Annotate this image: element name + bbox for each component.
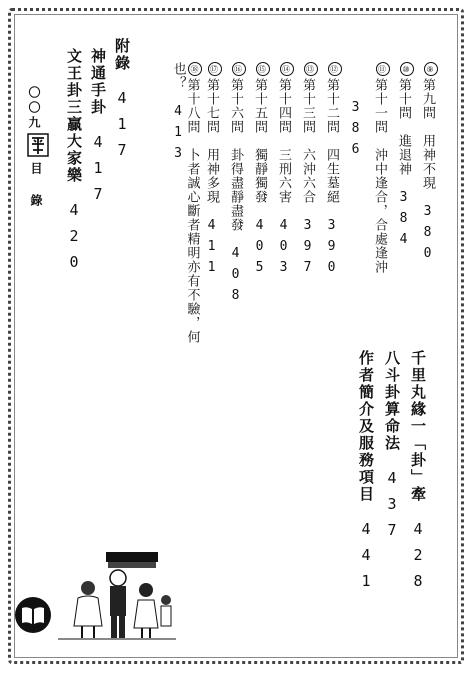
spine-title: 目 錄 [29, 162, 43, 209]
appendix-item-2[interactable]: 文王卦三贏大家樂 420 [65, 48, 83, 279]
seal-logo-icon [26, 132, 50, 158]
entry-10[interactable]: ⑩第十問 進退神 384 [396, 62, 414, 253]
spine-label: 〇〇九 [27, 86, 41, 131]
appendix-heading[interactable]: 附錄 417 [113, 38, 131, 167]
entry-15[interactable]: ⑮第十五問 獨靜獨發 405 [252, 62, 270, 281]
entry-16[interactable]: ⑯第十六問 卦得盡靜盡發 408 [228, 62, 246, 309]
open-book-icon [14, 596, 52, 634]
entry-17[interactable]: ⑰第十七問 用神多現 411 [204, 62, 222, 281]
family-illustration [58, 548, 176, 640]
entry-18[interactable]: ⑱第十八問 卜者誠心斷者精明亦有不驗，何也？ 413 [172, 62, 202, 362]
left-entry-2[interactable]: 八斗卦算命法 437 [383, 350, 401, 547]
entry-13[interactable]: ⑬第十三問 六沖六合 397 [300, 62, 318, 281]
entry-12[interactable]: ⑫第十二問 四生墓絕 390 [324, 62, 342, 281]
entry-11-page: 386 [348, 100, 363, 163]
entry-9[interactable]: ⑨第九問 用神不現 380 [420, 62, 438, 267]
appendix-item-1[interactable]: 神通手卦 417 [89, 48, 107, 211]
left-entry-3[interactable]: 作者簡介及服務項目 441 [357, 350, 375, 598]
left-entry-1[interactable]: 千里丸緣一「卦」牽 428 [409, 350, 427, 598]
entry-14[interactable]: ⑭第十四問 三刑六害 403 [276, 62, 294, 281]
entry-11[interactable]: ⑪第十一問 沖中逢合，合處逢沖 [372, 62, 390, 274]
